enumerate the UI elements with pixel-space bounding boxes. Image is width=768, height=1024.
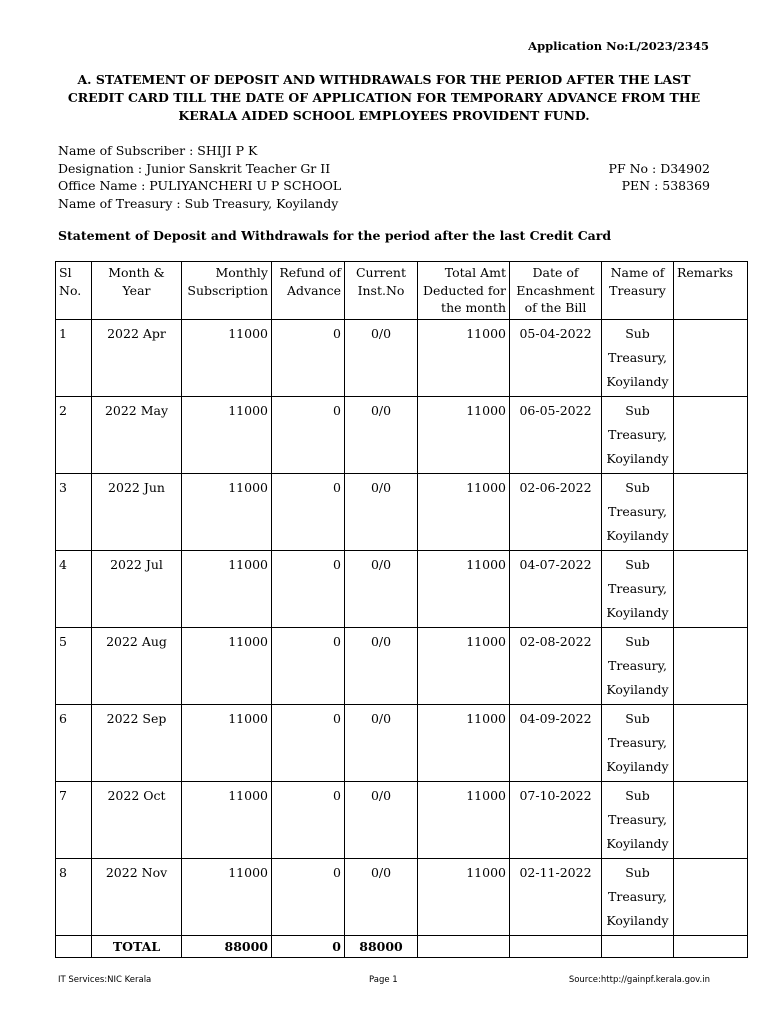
treasury-name: Name of Treasury : Sub Treasury, Koyilandy bbox=[58, 195, 339, 211]
cell-sl-no: 6 bbox=[56, 704, 92, 781]
cell-inst-no: 0/0 bbox=[345, 319, 418, 396]
cell-subscription: 11000 bbox=[182, 704, 272, 781]
total-label: TOTAL bbox=[92, 935, 182, 958]
cell-date: 02-08-2022 bbox=[510, 627, 602, 704]
footer-source: Source:http://gainpf.kerala.gov.in bbox=[568, 975, 710, 985]
cell-total: 11000 bbox=[418, 858, 510, 935]
cell-empty bbox=[418, 935, 510, 958]
cell-sl-no: 7 bbox=[56, 781, 92, 858]
cell-subscription: 11000 bbox=[182, 550, 272, 627]
cell-inst-no: 0/0 bbox=[345, 473, 418, 550]
cell-total: 11000 bbox=[418, 473, 510, 550]
statement-subtitle: Statement of Deposit and Withdrawals for the period after the last Credit Card bbox=[58, 228, 612, 243]
cell-date: 07-10-2022 bbox=[510, 781, 602, 858]
cell-month: 2022 Jun bbox=[92, 473, 182, 550]
total-inst: 88000 bbox=[345, 935, 418, 958]
cell-remarks bbox=[674, 704, 748, 781]
header-monthly-subscription: Monthly Subscription bbox=[182, 262, 272, 320]
cell-sl-no: 5 bbox=[56, 627, 92, 704]
cell-sl-no: 4 bbox=[56, 550, 92, 627]
header-month-year: Month & Year bbox=[92, 262, 182, 320]
cell-treasury: Sub Treasury, Koyilandy bbox=[602, 858, 674, 935]
cell-remarks bbox=[674, 473, 748, 550]
header-name-of-treasury: Name of Treasury bbox=[602, 262, 674, 320]
table-row bbox=[56, 704, 748, 781]
header-refund-of-advance: Refund of Advance bbox=[272, 262, 345, 320]
table-row bbox=[56, 627, 748, 704]
cell-total: 11000 bbox=[418, 627, 510, 704]
cell-total: 11000 bbox=[418, 396, 510, 473]
total-row bbox=[56, 935, 748, 958]
total-subscription: 88000 bbox=[182, 935, 272, 958]
table-row bbox=[56, 396, 748, 473]
footer-page-number: Page 1 bbox=[369, 975, 398, 985]
cell-inst-no: 0/0 bbox=[345, 704, 418, 781]
statement-table bbox=[55, 261, 748, 958]
total-refund: 0 bbox=[272, 935, 345, 958]
table-row bbox=[56, 858, 748, 935]
cell-month: 2022 Apr bbox=[92, 319, 182, 396]
cell-sl-no: 2 bbox=[56, 396, 92, 473]
cell-month: 2022 Sep bbox=[92, 704, 182, 781]
cell-remarks bbox=[674, 550, 748, 627]
cell-treasury: Sub Treasury, Koyilandy bbox=[602, 550, 674, 627]
table-row bbox=[56, 473, 748, 550]
cell-date: 02-11-2022 bbox=[510, 858, 602, 935]
cell-treasury: Sub Treasury, Koyilandy bbox=[602, 627, 674, 704]
cell-subscription: 11000 bbox=[182, 858, 272, 935]
header-current-inst-no: Current Inst.No bbox=[345, 262, 418, 320]
cell-refund: 0 bbox=[272, 396, 345, 473]
cell-remarks bbox=[674, 396, 748, 473]
cell-inst-no: 0/0 bbox=[345, 627, 418, 704]
cell-refund: 0 bbox=[272, 550, 345, 627]
cell-subscription: 11000 bbox=[182, 396, 272, 473]
cell-subscription: 11000 bbox=[182, 473, 272, 550]
cell-total: 11000 bbox=[418, 781, 510, 858]
cell-subscription: 11000 bbox=[182, 319, 272, 396]
cell-date: 04-09-2022 bbox=[510, 704, 602, 781]
cell-treasury: Sub Treasury, Koyilandy bbox=[602, 473, 674, 550]
cell-month: 2022 Nov bbox=[92, 858, 182, 935]
cell-remarks bbox=[674, 627, 748, 704]
cell-inst-no: 0/0 bbox=[345, 550, 418, 627]
page-title: A. STATEMENT OF DEPOSIT AND WITHDRAWALS FOR THE PERIOD AFTER THE LAST CREDIT CARD TILL THE DATE OF APPLICATION FOR TEMPORARY ADVANCE FROM THE KERALA AIDED SCHOOL EMPLOYEES PROVIDENT FUND. bbox=[67, 72, 701, 123]
cell-total: 11000 bbox=[418, 704, 510, 781]
cell-sl-no: 8 bbox=[56, 858, 92, 935]
cell-treasury: Sub Treasury, Koyilandy bbox=[602, 319, 674, 396]
cell-month: 2022 Oct bbox=[92, 781, 182, 858]
header-total-amt: Total Amt Deducted for the month bbox=[418, 262, 510, 320]
cell-subscription: 11000 bbox=[182, 781, 272, 858]
cell-month: 2022 May bbox=[92, 396, 182, 473]
cell-month: 2022 Jul bbox=[92, 550, 182, 627]
subscriber-details bbox=[58, 142, 710, 212]
cell-date: 04-07-2022 bbox=[510, 550, 602, 627]
cell-total: 11000 bbox=[418, 550, 510, 627]
cell-refund: 0 bbox=[272, 781, 345, 858]
cell-refund: 0 bbox=[272, 627, 345, 704]
cell-empty bbox=[602, 935, 674, 958]
cell-sl-no: 1 bbox=[56, 319, 92, 396]
cell-remarks bbox=[674, 858, 748, 935]
cell-refund: 0 bbox=[272, 473, 345, 550]
cell-empty bbox=[674, 935, 748, 958]
cell-empty bbox=[510, 935, 602, 958]
cell-sl-no: 3 bbox=[56, 473, 92, 550]
cell-inst-no: 0/0 bbox=[345, 858, 418, 935]
cell-remarks bbox=[674, 781, 748, 858]
header-sl-no: Sl No. bbox=[56, 262, 92, 320]
table-row bbox=[56, 550, 748, 627]
subscriber-name: Name of Subscriber : SHIJI P K bbox=[58, 143, 258, 158]
cell-total: 11000 bbox=[418, 319, 510, 396]
cell-date: 06-05-2022 bbox=[510, 396, 602, 473]
cell-refund: 0 bbox=[272, 704, 345, 781]
application-number: Application No:L/2023/2345 bbox=[528, 39, 709, 53]
cell-refund: 0 bbox=[272, 319, 345, 396]
office-name: Office Name : PULIYANCHERI U P SCHOOL bbox=[58, 178, 342, 193]
header-remarks: Remarks bbox=[674, 262, 748, 320]
cell-inst-no: 0/0 bbox=[345, 396, 418, 473]
table-row bbox=[56, 319, 748, 396]
table-row bbox=[56, 781, 748, 858]
cell-inst-no: 0/0 bbox=[345, 781, 418, 858]
cell-treasury: Sub Treasury, Koyilandy bbox=[602, 704, 674, 781]
cell-refund: 0 bbox=[272, 858, 345, 935]
cell-empty bbox=[56, 935, 92, 958]
pf-number: PF No : D34902 bbox=[608, 160, 710, 176]
cell-subscription: 11000 bbox=[182, 627, 272, 704]
cell-month: 2022 Aug bbox=[92, 627, 182, 704]
pen-number: PEN : 538369 bbox=[621, 178, 710, 193]
designation: Designation : Junior Sanskrit Teacher Gr II bbox=[58, 160, 331, 176]
cell-treasury: Sub Treasury, Koyilandy bbox=[602, 396, 674, 473]
header-date-of-encashment: Date of Encashment of the Bill bbox=[510, 262, 602, 320]
cell-remarks bbox=[674, 319, 748, 396]
cell-date: 02-06-2022 bbox=[510, 473, 602, 550]
cell-treasury: Sub Treasury, Koyilandy bbox=[602, 781, 674, 858]
footer-left: IT Services:NIC Kerala bbox=[58, 975, 152, 985]
cell-date: 05-04-2022 bbox=[510, 319, 602, 396]
table-header-row bbox=[56, 262, 748, 320]
